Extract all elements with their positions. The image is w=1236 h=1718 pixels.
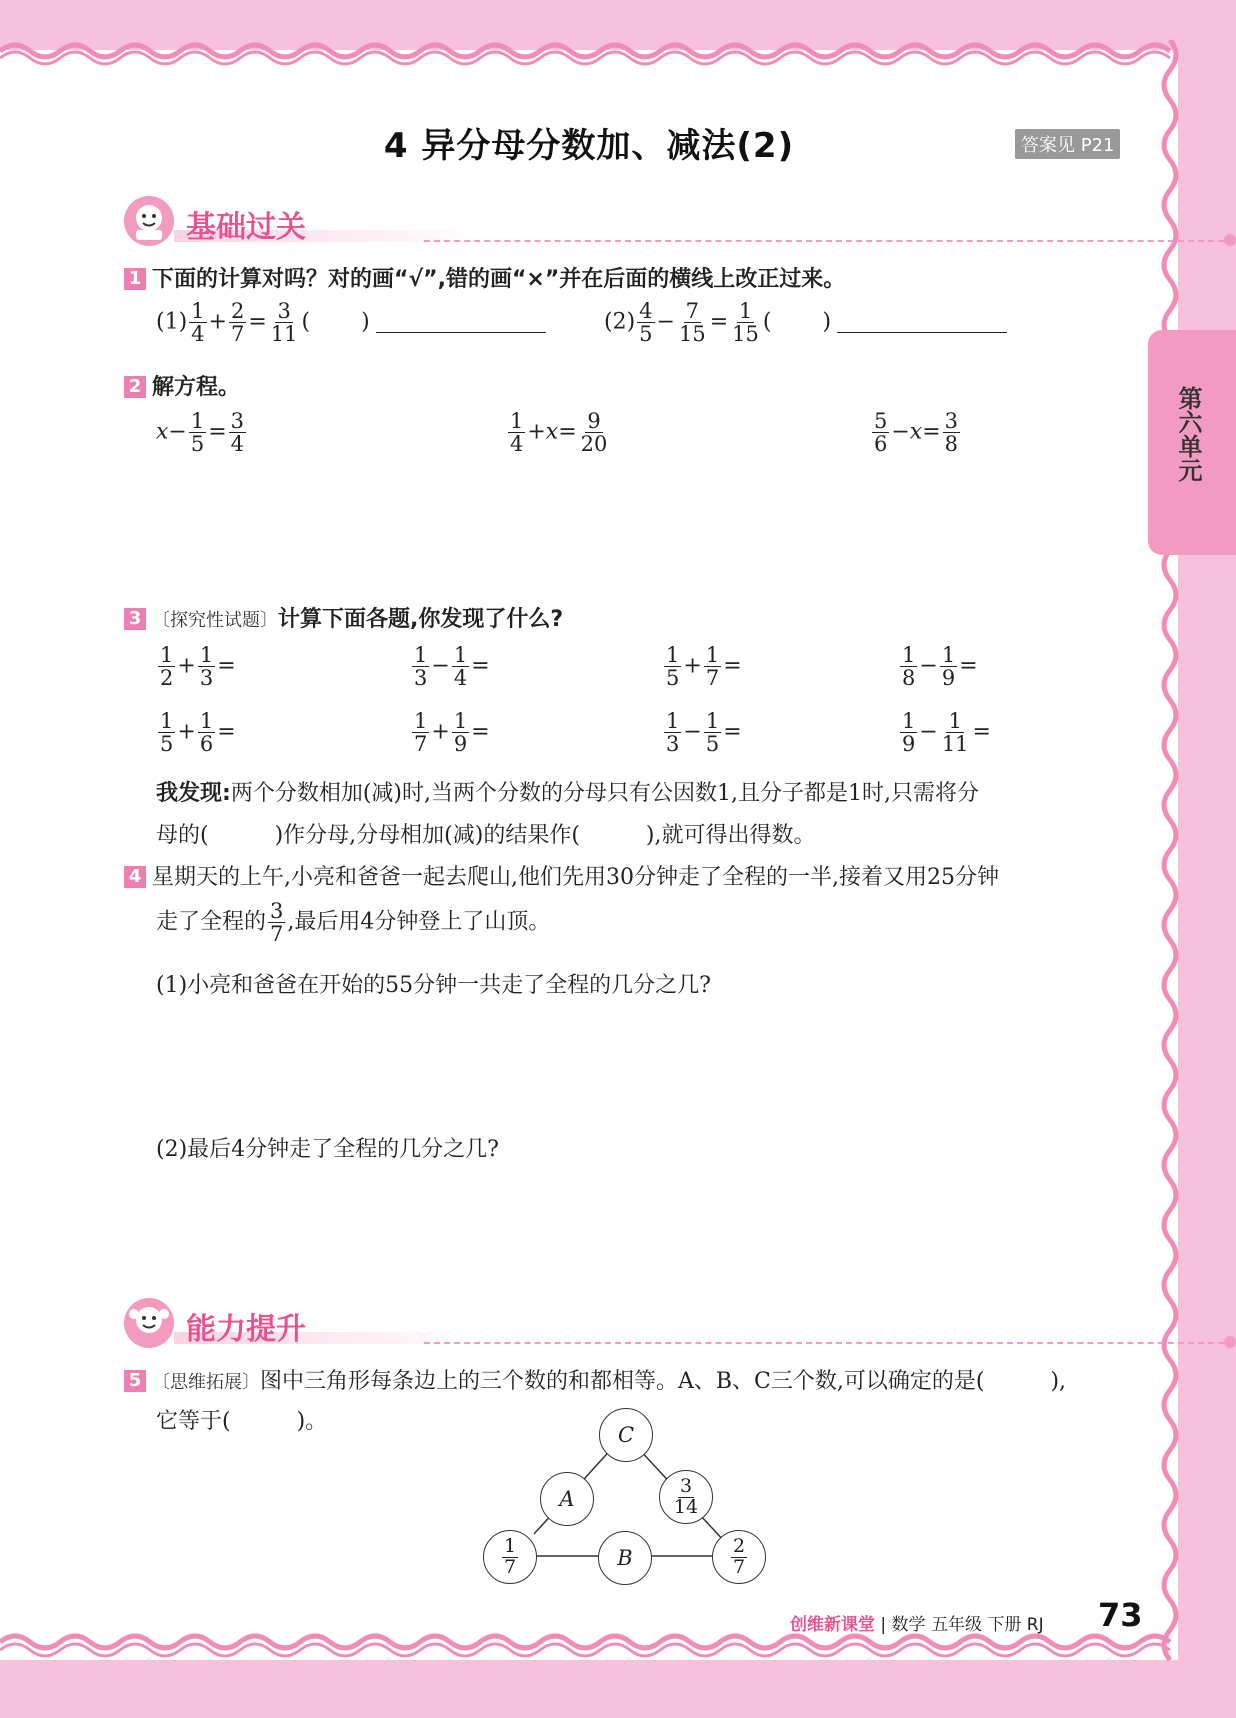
answer-reference: 答案见 P21 — [1015, 129, 1120, 159]
question-4: 4 星期天的上午,小亮和爸爸一起去爬山,他们先用30分钟走了全程的一半,接着又用25分钟 — [124, 860, 1124, 891]
equation-2: $\frac{1}{4}$ +x= $\frac{9}{20}$ — [510, 409, 608, 457]
section-end-dot — [1224, 1336, 1236, 1348]
question-2 — [124, 370, 240, 401]
page-title: 4 异分母分数加、减法(2) — [383, 126, 795, 166]
section-title: 基础过关 — [186, 210, 306, 245]
calc-r2-c3: $\frac{1}{3}$ − $\frac{1}{5}$ = — [666, 709, 742, 757]
question-number: 4 — [124, 866, 146, 888]
question-1 — [124, 262, 845, 293]
top-wave-border — [0, 36, 1190, 66]
footer-brand: 创维新课堂 | 数学 五年级 下册 RJ — [790, 1615, 1044, 1635]
equation-3: $\frac{5}{6}$ −x= $\frac{3}{8}$ — [874, 409, 959, 457]
triangle-node-3-14: $\frac{3}{14}$ — [659, 1470, 713, 1524]
unit-side-tab — [1148, 330, 1236, 555]
question-tag: 〔思维拓展〕 — [152, 1372, 260, 1393]
q1-item-1: (1) $\frac{1}{4}$ + $\frac{2}{7}$ = $\frac{3}{11}$ ( ) — [156, 300, 546, 345]
operator: + — [208, 309, 227, 335]
calc-r2-c2: $\frac{1}{7}$ + $\frac{1}{9}$ = — [414, 709, 490, 757]
question-3 — [124, 602, 563, 633]
right-wave-border — [1150, 40, 1190, 1670]
fraction: $\frac{2}{7}$ — [230, 299, 245, 347]
operator: − — [656, 309, 675, 335]
section-end-dot — [1224, 234, 1236, 246]
question-text: 下面的计算对吗？对的画“√”,错的画“×”并在后面的横线上改正过来。 — [152, 267, 846, 292]
question-number: 1 — [124, 268, 146, 290]
q3-finding-line2: 母的( )作分母,分母相加(减)的结果作( ),就可得出得数。 — [156, 823, 816, 848]
q3-finding-line1: 我发现:两个分数相加(减)时,当两个分数的分母只有公因数1,且分子都是1时,只需将分 — [156, 781, 979, 806]
q4-sub1: (1)小亮和爸爸在开始的55分钟一共走了全程的几分之几? — [156, 973, 711, 998]
question-number: 3 — [124, 608, 146, 630]
equation-1: x− $\frac{1}{5}$ = $\frac{3}{4}$ — [156, 409, 245, 457]
triangle-node-1-7: $\frac{1}{7}$ — [483, 1530, 537, 1584]
fraction: $\frac{1}{15}$ — [732, 299, 759, 347]
section-basic-header — [124, 196, 1114, 248]
mascot-icon — [124, 196, 174, 246]
section-dotted-rule — [424, 1342, 1224, 1344]
question-tag: 〔探究性试题〕 — [152, 610, 278, 631]
bottom-wave-border — [0, 1632, 1190, 1666]
unit-side-label: 第六单元 — [1174, 386, 1202, 482]
triangle-node-c: C — [599, 1408, 653, 1462]
calc-r1-c1: $\frac{1}{2}$ + $\frac{1}{3}$ = — [160, 643, 236, 691]
fraction: $\frac{3}{11}$ — [270, 299, 298, 347]
triangle-node-a: A — [540, 1472, 594, 1526]
mascot-icon — [124, 1298, 174, 1348]
answer-line[interactable] — [376, 332, 546, 333]
fraction: $\frac{1}{4}$ — [191, 299, 205, 347]
question-number: 5 — [124, 1370, 146, 1392]
section-title: 能力提升 — [186, 1312, 306, 1347]
q5-line2: 它等于( )。 — [156, 1409, 328, 1434]
q4-line2: 走了全程的 $\frac{3}{7}$ ,最后用4分钟登上了山顶。 — [156, 899, 551, 947]
question-5: 5 〔思维拓展〕图中三角形每条边上的三个数的和都相等。A、B、C三个数,可以确定的是( ), — [124, 1364, 1124, 1395]
section-advanced-header — [124, 1298, 1114, 1350]
fraction: $\frac{4}{5}$ — [639, 299, 653, 347]
q1-item-2: (2) $\frac{4}{5}$ − $\frac{7}{15}$ = $\frac{1}{15}$ ( ) — [604, 300, 1007, 345]
page-number: 73 — [1098, 1596, 1143, 1634]
question-text: 计算下面各题,你发现了什么? — [278, 607, 564, 632]
fraction: $\frac{7}{15}$ — [678, 299, 706, 347]
triangle-node-b: B — [598, 1531, 652, 1585]
question-number: 2 — [124, 376, 146, 398]
calc-r1-c3: $\frac{1}{5}$ + $\frac{1}{7}$ = — [666, 643, 742, 691]
q4-sub2: (2)最后4分钟走了全程的几分之几? — [156, 1137, 499, 1162]
triangle-node-2-7: $\frac{2}{7}$ — [712, 1530, 766, 1584]
calc-r2-c4: $\frac{1}{9}$ − $\frac{1}{11}$ = — [902, 709, 991, 757]
section-dotted-rule — [424, 240, 1224, 242]
calc-r1-c2: $\frac{1}{3}$ − $\frac{1}{4}$ = — [414, 643, 490, 691]
answer-line[interactable] — [837, 332, 1007, 333]
calc-r2-c1: $\frac{1}{5}$ + $\frac{1}{6}$ = — [160, 709, 236, 757]
question-text: 解方程。 — [152, 375, 241, 400]
calc-r1-c4: $\frac{1}{8}$ − $\frac{1}{9}$ = — [902, 643, 978, 691]
item-label: (1) — [156, 309, 188, 335]
item-label: (2) — [604, 309, 636, 335]
